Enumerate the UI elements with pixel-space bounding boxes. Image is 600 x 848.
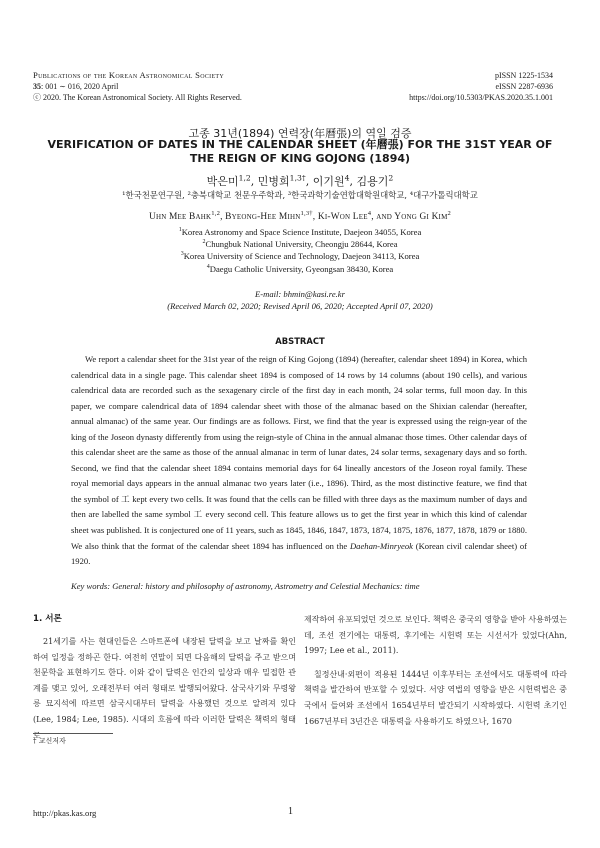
abstract-heading: ABSTRACT [275, 336, 325, 346]
affiliation-1: $^1$Korea Astronomy and Space Science Institute, Daejeon 34055, Korea [178, 227, 422, 237]
affiliations-korean: ¹한국천문연구원, ²충북대학교 천문우주학과, ³한국과학기술연합대학원대학교, ⁴대구가톨릭대학교 [122, 190, 478, 200]
title-english-line1: VERIFICATION OF DATES IN THE CALENDAR SHEET (年曆張) FOR THE 31ST YEAR OF [47, 138, 553, 151]
title-korean: 고종 31년(1894) 연력장(年曆張)의 역일 검증 [188, 127, 412, 140]
title-english-line2: THE REIGN OF KING GOJONG (1894) [189, 152, 411, 165]
body-column-right [304, 612, 567, 729]
journal-name: Publications of the Korean Astronomical Society [33, 70, 225, 80]
abstract-body: We report a calendar sheet for the 31st year of the reign of King Gojong (1894) (hereafter, calendar sheet 1894) in Korea, which calendrical data in a single page. This calendar sheet 1894 is composed of 14 rows by 14 columns (about 190 cells), and various calendrical data are recorded such as the sexagenary circle of the first day in each month, 24 solar terms, full moon day. In this paper, we compare calendrical data of 1894 calendar sheet with those of the almanac based on the Shixian calendar (hereafter, annual almanac) of the same year. Our findings are as follows. First, we find that the year is expressed using the reign-year of the king of the Joseon dynasty differently from using the reign-style of China in the annual almanac those times. Other calendar days of this calendar sheet are the same as those of the annual almanac in term of lunar dates, 24 solar terms, sexagenary days and so forth. Second, we find that the calendar sheet 1894 contains memorial days for 64 lineally ancestors of the Joseon royal family. These royal memorial days appears in the annual almanac two years later (i.e., 1896). Third, as the most distinctive feature, we find that the symbol of 工 kept every two cells. It was found that the cells can be filled with three days as the maximum number of days and then are labelled the same symbol 工 every second cell. This feature allows us to get the first year in which this kind of calendar sheet was published. It is conjectured one of 11 years, such as 1845, 1846, 1847, 1873, 1874, 1875, 1876, 1877, 1878, 1879 or 1880. We also think that the format of the calendar sheet 1894 has influenced on the Daehan-Minryeok (Korean civil calendar sheet) of 1920. [71, 354, 527, 567]
eissn: eISSN 2287-6936 [495, 82, 553, 91]
journal-header-left [33, 70, 242, 103]
affiliations-english [0, 226, 600, 275]
affiliation-2: $^2$Chungbuk National University, Cheongju 28644, Korea [202, 239, 398, 250]
affiliation-3: $^3$Korea University of Science and Technology, Daejeon 34113, Korea [180, 251, 420, 262]
copyright-line: ⓒ 2020. The Korean Astronomical Society. All Rights Reserved. [33, 93, 242, 102]
footer-url[interactable]: http://pkas.kas.org [33, 808, 97, 818]
paragraph: 칠정산내·외편이 적용된 1444년 이후부터는 조선에서도 대통력에 따라 책력을 발간하여 반포할 수 있었다. 서양 역법의 영향을 받은 시헌력법은 중국에서 들여와 조선에서 1654년부터 발간되기 시작하였다. 시헌력 초기인 1667년부터 3년간은 대통력을 사용하기도 하였으나, 1670 [304, 669, 567, 726]
authors-english: Uhn Mee Bahk$^{1,2}$, Byeong-Hee Mihn$^{1,3\dagger}$, Ki-Won Lee$^4$, and Yong Gi Kim$^2$ [148, 209, 452, 222]
volume-pages: 35: 001 ∼ 016, 2020 April [33, 82, 119, 91]
doi-link[interactable]: https://doi.org/10.5303/PKAS.2020.35.1.001 [409, 93, 553, 102]
corresponding-email[interactable]: E-mail: bhmin@kasi.re.kr [255, 289, 345, 299]
received-dates: (Received March 02, 2020; Revised April 06, 2020; Accepted April 07, 2020) [167, 301, 433, 311]
pissn: pISSN 1225-1534 [494, 71, 553, 80]
paragraph: 21세기를 사는 현대인들은 스마트폰에 내장된 달력을 보고 날짜를 확인하여 일정을 정하곤 한다. 여전히 연말이 되면 다음해의 달력을 주고 받으며 천문학을 표현하기도 한다. 이와 같이 달력은 인간의 일상과 매우 밀접한 관계를 맺고 있어, 오래전부터 여러 형태로 발행되어왔다. 삼국사기와 무령왕릉 묘지석에 따르면 삼국시대부터 달력을 사용했던 것으로 알려져 있다(Lee, 1984; Lee, 1985). 시대의 흐름에 따라 이러한 달력은 책력의 형태로 [33, 637, 296, 740]
title-english [40, 138, 560, 166]
affiliation-4: $^4$Daegu Catholic University, Gyeongsan 38430, Korea [206, 263, 394, 274]
footnote-corresponding: † 교신저자 [33, 737, 66, 745]
journal-header-right [409, 70, 553, 103]
authors-korean: 박은미$^{1,2}$, 민병희$^{1,3\dagger}$, 이기원$^4$, 김용기$^2$ [206, 173, 394, 188]
page-number: 1 [288, 806, 293, 817]
keywords: Key words: General: history and philosophy of astronomy, Astrometry and Celestial Mechanics: time [71, 581, 420, 591]
body-column-left [33, 634, 296, 743]
section-title-introduction: 1. 서론 [33, 614, 62, 624]
footnote-divider [33, 733, 113, 734]
paragraph: 제작하여 유포되었던 것으로 보인다. 책력은 중국의 영향을 받아 사용하였는데, 조선 전기에는 대통력, 후기에는 시헌력 또는 시선서가 있었다(Ahn, 1997; Lee et al., 2011). [304, 615, 567, 656]
